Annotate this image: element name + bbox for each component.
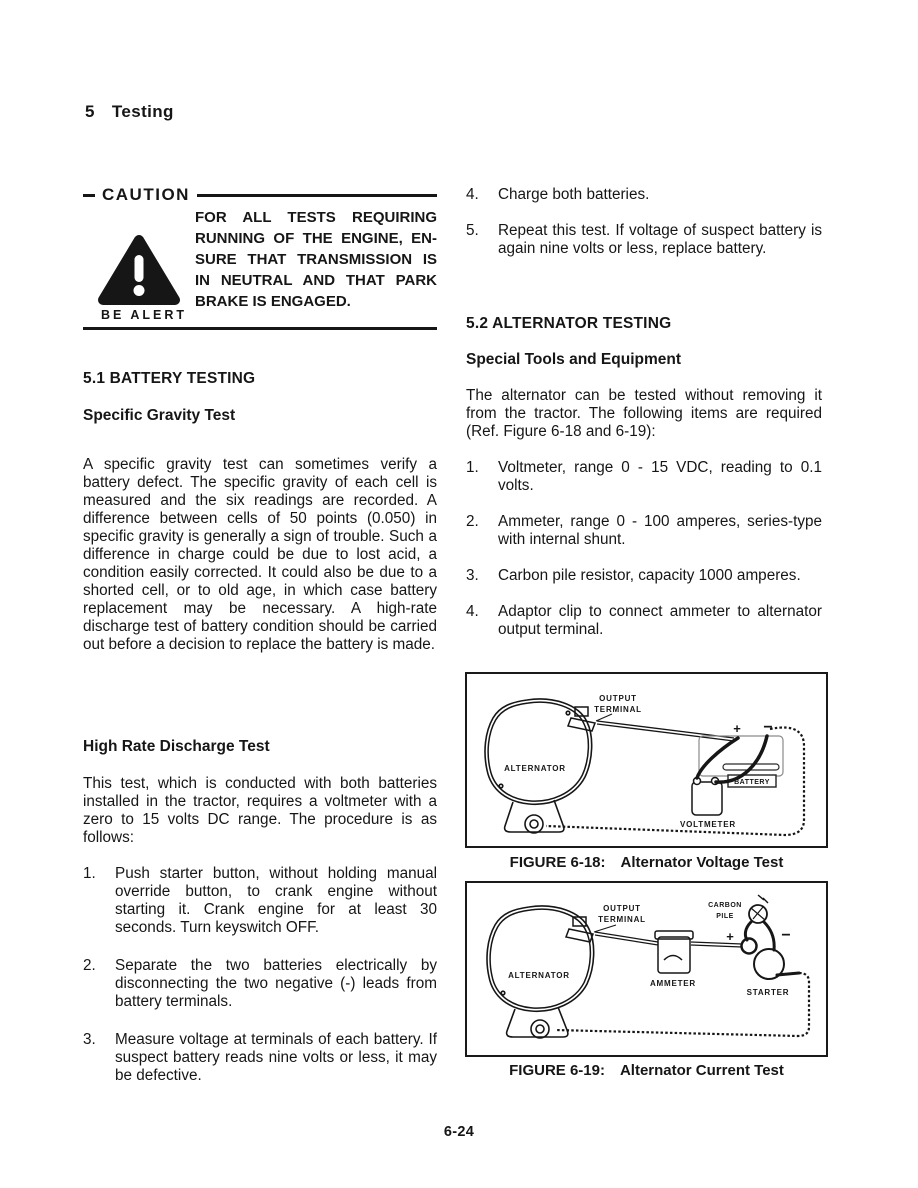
list-item <box>83 957 437 1011</box>
wire-to-ammeter <box>595 932 658 945</box>
page-number: 6-24 <box>443 1124 475 1140</box>
list-text: Adaptor clip to connect ammeter to alternator output terminal. <box>498 603 822 638</box>
heading-5-2: 5.2 ALTERNATOR TESTING <box>466 315 672 332</box>
caution-header <box>83 185 437 205</box>
heading-specific-gravity: Specific Gravity Test <box>83 407 236 424</box>
tools-list <box>466 459 822 657</box>
list-text: Voltmeter, range 0 - 15 VDC, reading to 0.1 volts. <box>498 459 822 494</box>
list-text: Repeat this test. If voltage of suspect battery is again nine volts or less, replace battery. <box>498 222 822 257</box>
list-text: Carbon pile resistor, capacity 1000 amperes. <box>498 567 801 584</box>
figure-label-battery: BATTERY <box>734 779 770 786</box>
figure-label-pile: PILE <box>716 913 734 920</box>
section-number: 5 <box>85 102 95 121</box>
caution-line: SURE THAT TRANSMISSION IS <box>195 251 437 268</box>
heading-high-rate: High Rate Discharge Test <box>83 738 270 755</box>
list-number: 3. <box>466 567 479 584</box>
list-item <box>466 603 822 639</box>
page-title <box>85 102 174 122</box>
heading-5-1: 5.1 BATTERY TESTING <box>83 370 256 387</box>
caution-line: FOR ALL TESTS REQUIRING <box>195 209 437 226</box>
figure-caption-title: Alternator Current Test <box>619 1062 784 1079</box>
list-item <box>466 186 822 204</box>
paragraph-special-tools: The alternator can be tested without removing it from the tractor. The following items are required (Ref. Figure 6-18 and 6-19): <box>466 387 822 440</box>
warning-triangle-icon <box>97 233 181 307</box>
divider <box>83 327 437 330</box>
list-item <box>83 865 437 937</box>
figure-label-voltmeter: VOLTMETER <box>680 820 736 829</box>
caution-dash <box>83 194 95 197</box>
list-item <box>466 567 822 585</box>
list-number: 2. <box>466 513 479 530</box>
figure-label-carbon: CARBON <box>708 902 742 909</box>
figure-voltage-test <box>465 672 828 848</box>
list-number: 1. <box>466 459 479 476</box>
caution-block <box>83 185 437 331</box>
figure-label-output: OUTPUT <box>603 904 641 913</box>
figure-label-plus: + <box>726 929 734 944</box>
alternator-voltage-diagram <box>467 674 826 846</box>
list-text: Separate the two batteries electrically by disconnecting the two negative (-) leads from battery terminals. <box>115 957 437 1010</box>
paragraph-high-rate: This test, which is conducted with both batteries installed in the tractor, requires a voltmeter with a zero to 15 volts DC range. The procedure is as follows: <box>83 775 437 846</box>
figure-label-output: OUTPUT <box>599 694 637 703</box>
list-text: Charge both batteries. <box>498 186 650 203</box>
list-text: Measure voltage at terminals of each battery. If suspect battery reads nine volts or less, it may be defective. <box>115 1031 437 1084</box>
ammeter-shape <box>655 931 693 973</box>
figure-label-starter: STARTER <box>746 988 790 997</box>
figure-current-caption <box>465 1062 828 1079</box>
figure-label-minus: − <box>763 719 773 736</box>
output-wire <box>597 721 734 741</box>
caution-rule <box>197 194 437 197</box>
list-text: Ammeter, range 0 - 100 amperes, series-type with internal shunt. <box>498 513 822 548</box>
list-item <box>466 222 822 258</box>
figure-caption-prefix: FIGURE 6-18: <box>509 854 606 871</box>
caution-line: IN NEUTRAL AND THAT PARK <box>195 272 437 289</box>
caution-label: CAUTION <box>102 185 190 204</box>
list-number: 3. <box>83 1031 96 1048</box>
heading-special-tools: Special Tools and Equipment <box>466 351 682 368</box>
list-number: 1. <box>83 865 96 882</box>
list-item <box>466 459 822 495</box>
caution-line: RUNNING OF THE ENGINE, EN- <box>195 230 437 247</box>
list-text: Push starter button, without holding manual override button, to crank engine without starting it. Crank engine for at least 30 seconds. Turn keyswitch OFF. <box>115 865 437 936</box>
figure-label-alternator: ALTERNATOR <box>504 764 566 773</box>
figure-caption-prefix: FIGURE 6-19: <box>509 1062 605 1079</box>
wire-to-clip <box>691 942 742 947</box>
figure-current-test <box>465 881 828 1057</box>
list-number: 5. <box>466 222 479 239</box>
list-number: 2. <box>83 957 96 974</box>
steps-list-right <box>466 186 822 276</box>
figure-caption-title: Alternator Voltage Test <box>620 854 784 871</box>
figure-label-plus: + <box>733 721 741 736</box>
list-number: 4. <box>466 603 479 620</box>
list-item <box>83 1031 437 1085</box>
caution-text <box>195 207 437 322</box>
figure-label-terminal: TERMINAL <box>594 705 642 714</box>
figure-label-minus: − <box>781 927 791 944</box>
carbon-pile-shape <box>749 895 768 923</box>
caution-body <box>83 207 437 322</box>
figure-label-terminal: TERMINAL <box>598 915 646 924</box>
figure-label-ammeter: AMMETER <box>649 979 697 988</box>
figure-label-alternator: ALTERNATOR <box>508 971 570 980</box>
be-alert-label: BE ALERT <box>100 308 188 322</box>
caution-line: BRAKE IS ENGAGED. <box>195 293 351 310</box>
alternator-current-diagram <box>467 883 826 1055</box>
figure-voltage-caption <box>465 854 828 871</box>
list-number: 4. <box>466 186 479 203</box>
steps-list-left <box>83 865 437 1105</box>
section-title: Testing <box>111 102 174 121</box>
caution-icon-wrap <box>83 207 195 322</box>
list-item <box>466 513 822 549</box>
paragraph-specific-gravity: A specific gravity test can sometimes verify a battery defect. The specific gravity of each cell is measured and the six readings are recorded. A difference between cells of 50 points (0.050) in specific gravity is generally a sign of trouble. Such a difference in charge could be due to lost acid, a condition easily corrected. It could also be due to a shorted cell, or to old age, in which case battery replacement may be necessary. A high-rate discharge test of battery condition should be carried out before a decision to replace the battery is made. <box>83 456 437 653</box>
